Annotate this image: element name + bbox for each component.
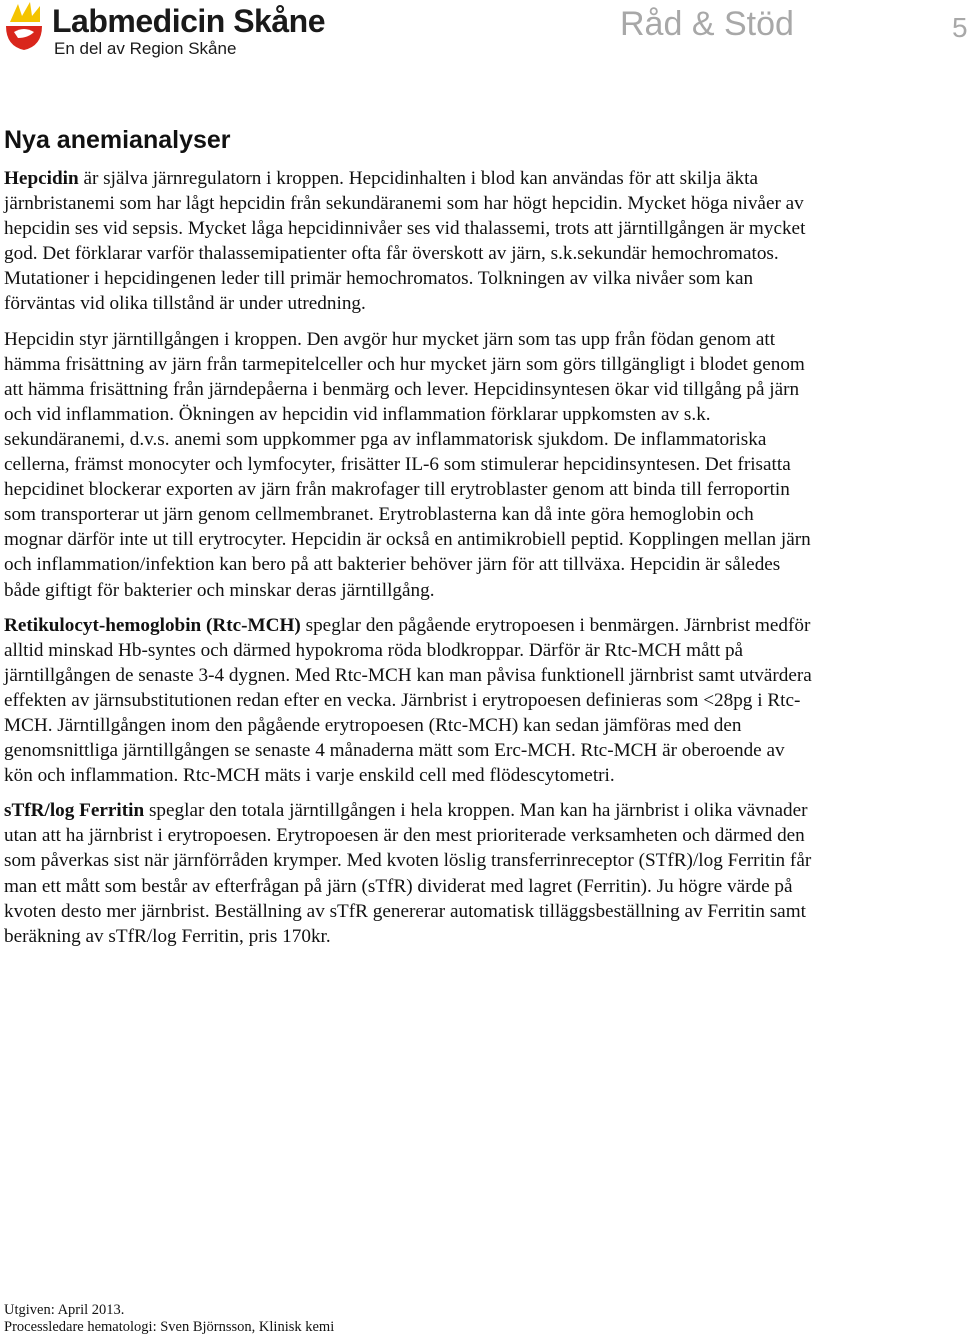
paragraph-text: speglar den pågående erytropoesen i benmärgen. Järnbrist medför alltid minskad Hb-syntes och därmed hypokroma röda blodkroppar. Därför är Rtc-MCH mått på järntillgången de senaste 3-4 dygnen. Med Rtc-MCH kan man påvisa funktionell järnbrist samt utvärdera effekten av järnsubstitutionen redan efter en vecka. Järnbrist i erytropoesen definieras som <28pg i Rtc-MCH. Järntillgången inom den pågående erytropoesen (Rtc-MCH) kan sedan jämföras med den genomsnittliga järntillgången se senaste 4 månaderna mätt som Erc-MCH. Rtc-MCH är oberoende av kön och inflammation. Rtc-MCH mäts i varje enskild cell med flödescytometri.	[4, 614, 812, 787]
logo-subtitle: En del av Region Skåne	[54, 39, 237, 58]
footer-owner: Processledare hematologi: Sven Björnsson, Klinisk kemi	[4, 1319, 335, 1335]
logo-emblem-icon	[4, 2, 52, 54]
paragraph-text: Hepcidin styr järntillgången i kroppen. Den avgör hur mycket järn som tas upp från födan genom att hämma frisättning av järn från tarmepitelceller och hur mycket järn som görs tillgängligt i blodet genom att hämma frisättning från järndepåerna i benmärg och lever. Hepcidinsyntesen ökar vid tillgång på järn och vid inflammation. Ökningen av hepcidin vid inflammation förklarar uppkomsten av s.k. sekundäranemi, d.v.s. anemi som uppkommer pga av inflammatorisk sjukdom. De inflammatoriska cellerna, främst monocyter och lymfocyter, frisätter IL-6 som stimulerar hepcidinsyntesen. Det frisatta hepcidinet blockerar exporten av järn från makrofager till erytroblaster genom att binda till ferroportin som transporterar ut järn genom cellmembranet. Erytroblasterna kan då inte göra hemoglobin och mognar därför inte ut till erytrocyter. Hepcidin är också en antimikrobiell peptid. Kopplingen mellan järn och inflammation/infektion kan bero på att bakterier behöver järn för att tillväxa. Hepcidin är således både giftigt för bakterier och minskar deras järntillgång.	[4, 328, 811, 601]
logo	[4, 2, 334, 58]
document-body	[4, 166, 814, 959]
series-title: Råd & Stöd	[620, 5, 794, 43]
footer-issued: Utgiven: April 2013.	[4, 1302, 125, 1318]
paragraph-text: är själva järnregulatorn i kroppen. Hepcidinhalten i blod kan användas för att skilja äkta järnbristanemi som har lågt hepcidin från sekundäranemi som har högt hepcidin. Mycket höga nivåer av hepcidin ses vid sepsis. Mycket låga hepcidinnivåer ses vid thalassemi, trots att järntillgången är mycket god. Det förklarar varför thalassemipatienter ofta får överskott av järn, s.k.sekundär hemochromatos. Mutationer i hepcidingenen leder till primär hemochromatos. Tolkningen av vilka nivåer som kan förväntas vid olika tillstånd är under utredning.	[4, 168, 806, 315]
logo-name: Labmedicin Skåne	[52, 3, 325, 39]
paragraph-rtc-mch	[4, 613, 814, 789]
paragraph-hepcidin	[4, 166, 814, 317]
paragraph-lead: Hepcidin	[4, 168, 79, 189]
paragraph-lead: sTfR/log Ferritin	[4, 800, 145, 822]
paragraph-stfr-ferritin	[4, 798, 814, 949]
paragraph-text: speglar den totala järntillgången i hela kroppen. Man kan ha järnbrist i olika vävnader utan att ha järnbrist i erytropoesen. Erytropoesen är den mest prioriterade verksamheten och därmed den som påverkas sist när järnförråden krymper. Med kvoten löslig transferrinreceptor (STfR)/log Ferritin får man ett mått som består av efterfrågan på järn (sTfR) dividerat med lagret (Ferritin). Ju högre värde på kvoten desto mer järnbrist. Beställning av sTfR genererar automatisk tilläggsbeställning av Ferritin samt beräkning av sTfR/log Ferritin, pris 170kr.	[4, 800, 812, 947]
footer	[4, 1302, 334, 1336]
page-number: 5	[952, 12, 968, 43]
paragraph-hepcidin-regulation	[4, 327, 814, 603]
document-title: Nya anemianalyser	[4, 126, 231, 154]
paragraph-lead: Retikulocyt-hemoglobin (Rtc-MCH)	[4, 614, 301, 636]
